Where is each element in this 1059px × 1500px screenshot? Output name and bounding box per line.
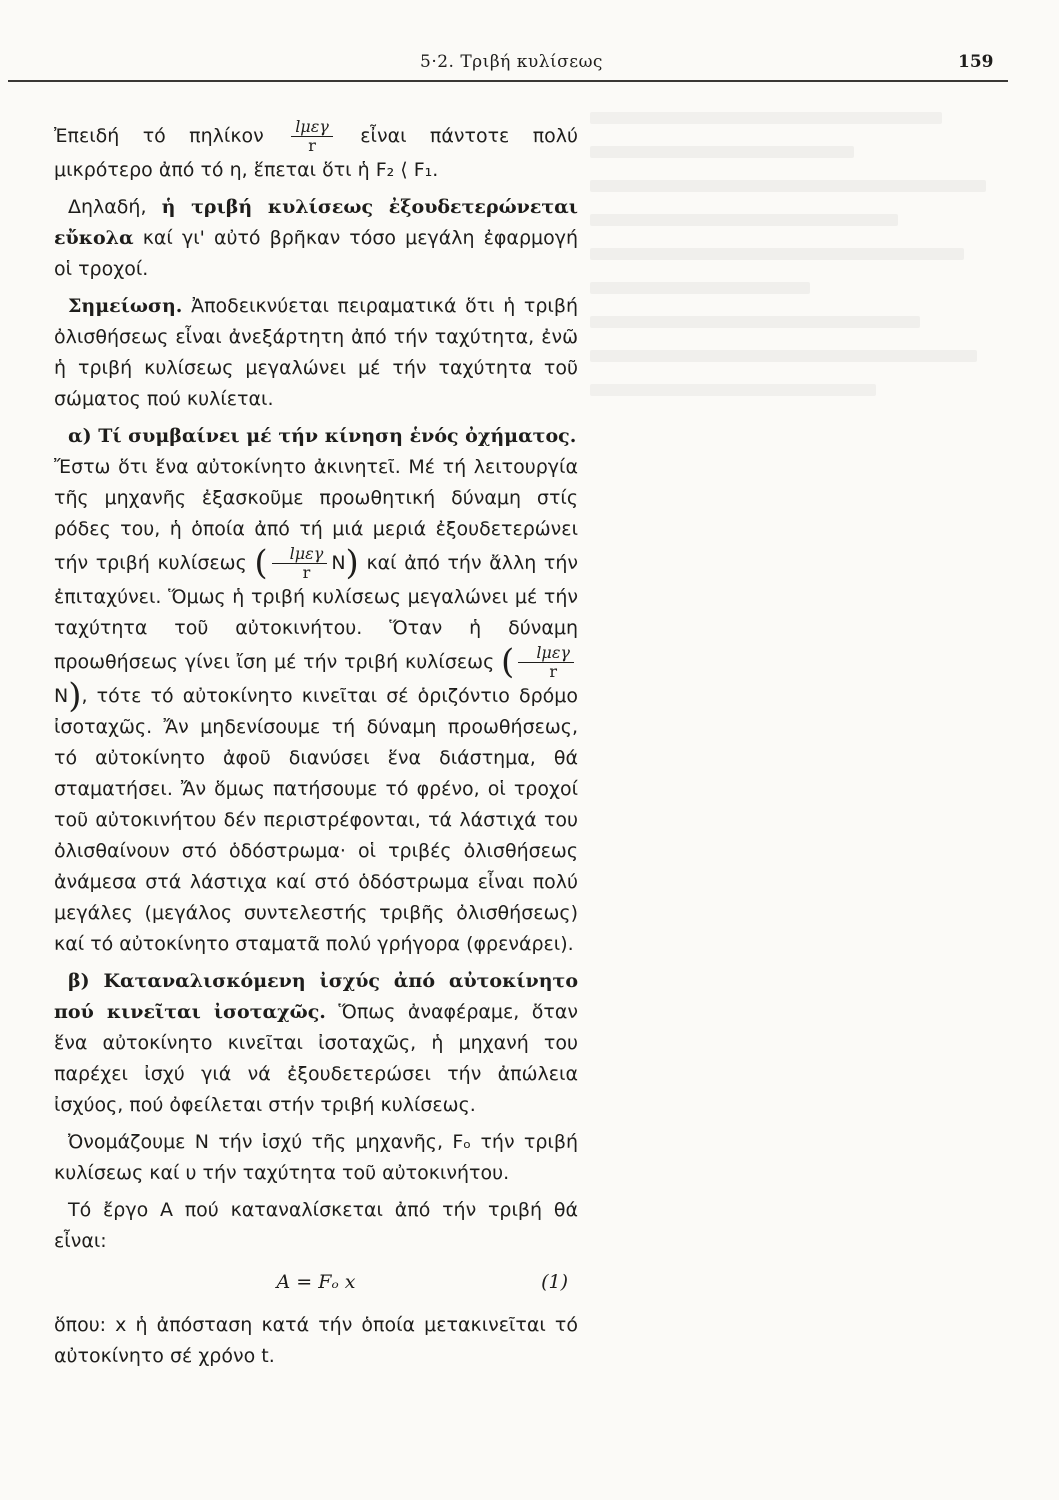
running-head: 5·2. Τριβή κυλίσεως: [420, 52, 603, 72]
equation-label: (1): [541, 1271, 568, 1293]
p1-text-b: εἶναι πάντοτε πολύ μικρότερο ἀπό τό η, ἕπεται ὅτι ἡ F₂ ⟨ F₁.: [54, 125, 578, 181]
fraction-numerator: lμεγ: [518, 644, 574, 663]
paren-open: (: [254, 543, 268, 583]
paren-close: ): [345, 543, 359, 583]
paragraph-section-a: [54, 421, 578, 960]
paren-open-2: (: [501, 642, 515, 682]
section-b-heading: β) Καταναλισκόμενη ἰσχύς ἀπό αὐτοκίνητο πού κινεῖται ἰσοταχῶς.: [54, 970, 578, 1023]
fraction-numerator: lμεγ: [291, 118, 333, 137]
text-column: [54, 118, 578, 1378]
paragraph-8: [54, 1310, 578, 1372]
fraction-numerator: lμεγ: [272, 545, 328, 564]
p4-text-c: , τότε τό αὐτοκίνητο κινεῖται σέ ὁριζόντιο δρόμο ἰσοταχῶς. Ἄν μηδενίσουμε τή δύναμη προωθήσεως, τό αὐτοκίνητο ἀφοῦ διανύσει ἕνα διάστημα, θά σταματήσει. Ἄν ὅμως πατήσουμε τό φρένο, οἱ τροχοί τοῦ αὐτοκινήτου δέν περιστρέφονται, τά λάστιχά του ὀλισθαίνουν στό ὁδόστρωμα· οἱ τριβές ὀλισθήσεως ἀνάμεσα στά λάστιχα καί στό ὁδόστρωμα εἶναι πολύ μεγάλες (μεγάλος συντελεστής τριβῆς ὀλισθήσεως) καί τό αὐτοκίνητο σταματᾶ πολύ γρήγορα (φρενάρει).: [54, 685, 578, 955]
paragraph-2: [54, 192, 578, 285]
fraction-denominator: r: [549, 662, 557, 681]
note-text: Ἀποδεικνύεται πειραματικά ὅτι ἡ τριβή ὀλισθήσεως εἶναι ἀνεξάρτητη ἀπό τήν ταχύτητα, ἐνῶ ἡ τριβή κυλίσεως μεγαλώνει μέ τήν ταχύτητα τοῦ σώματος πού κυλίεται.: [54, 295, 578, 410]
paragraph-note: [54, 291, 578, 415]
p5-text: Ὅπως ἀναφέραμε, ὅταν ἕνα αὐτοκίνητο κινεῖται ἰσοταχῶς, ἡ μηχανή του παρέχει ἰσχύ γιά νά ἐξουδετερώσει τήν ἀπώλεια ἰσχύος, πού ὀφείλεται στήν τριβή κυλίσεως.: [54, 1001, 578, 1116]
fraction-denominator: r: [302, 563, 311, 582]
fraction-denominator: r: [308, 136, 316, 155]
p2-bold: ἡ τριβή κυλίσεως ἐξουδετερώνεται εὔκολα: [54, 196, 579, 249]
equation-formula: A = Fₒ x: [276, 1271, 356, 1293]
bleed-through-shadow: [590, 90, 1030, 1470]
section-a-heading: α) Τί συμβαίνει μέ τήν κίνηση ἑνός ὀχήματος.: [68, 425, 577, 447]
fraction-l-over-r: [291, 118, 333, 155]
p2-text-a: Δηλαδή,: [68, 196, 147, 218]
p1-text-a: Ἐπειδή τό πηλίκον: [54, 125, 264, 147]
fraction-l-over-r-2: [272, 545, 328, 582]
paragraph-7: [54, 1195, 578, 1257]
p4-text-a: Ἔστω ὅτι ἕνα αὐτοκίνητο ἀκινητεῖ. Μέ τή λειτουργία τῆς μηχανῆς ἐξασκοῦμε προωθητική δύναμη στίς ρόδες του, ἡ ὁποία ἀπό τή μιά μεριά ἐξουδετερώνει τήν τριβή κυλίσεως: [54, 456, 578, 574]
page-number: 159: [958, 52, 994, 72]
fraction-l-over-r-3: [518, 644, 574, 681]
paragraph-section-b: [54, 966, 578, 1121]
paragraph-1: [54, 118, 578, 186]
header-rule: [8, 80, 1008, 82]
paragraph-6: [54, 1127, 578, 1189]
paren-close-2: ): [68, 676, 82, 716]
p6-text: Ὀνομάζουμε N τήν ἰσχύ τῆς μηχανῆς, Fₒ τήν τριβή κυλίσεως καί υ τήν ταχύτητα τοῦ αὐτοκινήτου.: [54, 1131, 578, 1184]
p7-text: Τό ἔργο A πού καταναλίσκεται ἀπό τήν τριβή θά εἶναι:: [54, 1199, 578, 1252]
p4-text-b: καί ἀπό τήν ἄλλη τήν ἐπιταχύνει. Ὅμως ἡ τριβή κυλίσεως μεγαλώνει μέ τήν ταχύτητα τοῦ αὐτοκινήτου. Ὅταν ἡ δύναμη προωθήσεως γίνει ἴση μέ τήν τριβή κυλίσεως: [54, 552, 579, 673]
symbol-n-2: N: [54, 685, 69, 707]
equation-1: [54, 1267, 578, 1298]
symbol-n: N: [331, 552, 346, 574]
note-heading: Σημείωση.: [68, 295, 183, 317]
p2-text-b: καί γι' αὐτό βρῆκαν τόσο μεγάλη ἐφαρμογή οἱ τροχοί.: [54, 227, 578, 280]
p8-text: ὅπου: x ἡ ἀπόσταση κατά τήν ὁποία μετακινεῖται τό αὐτοκίνητο σέ χρόνο t.: [54, 1314, 578, 1367]
